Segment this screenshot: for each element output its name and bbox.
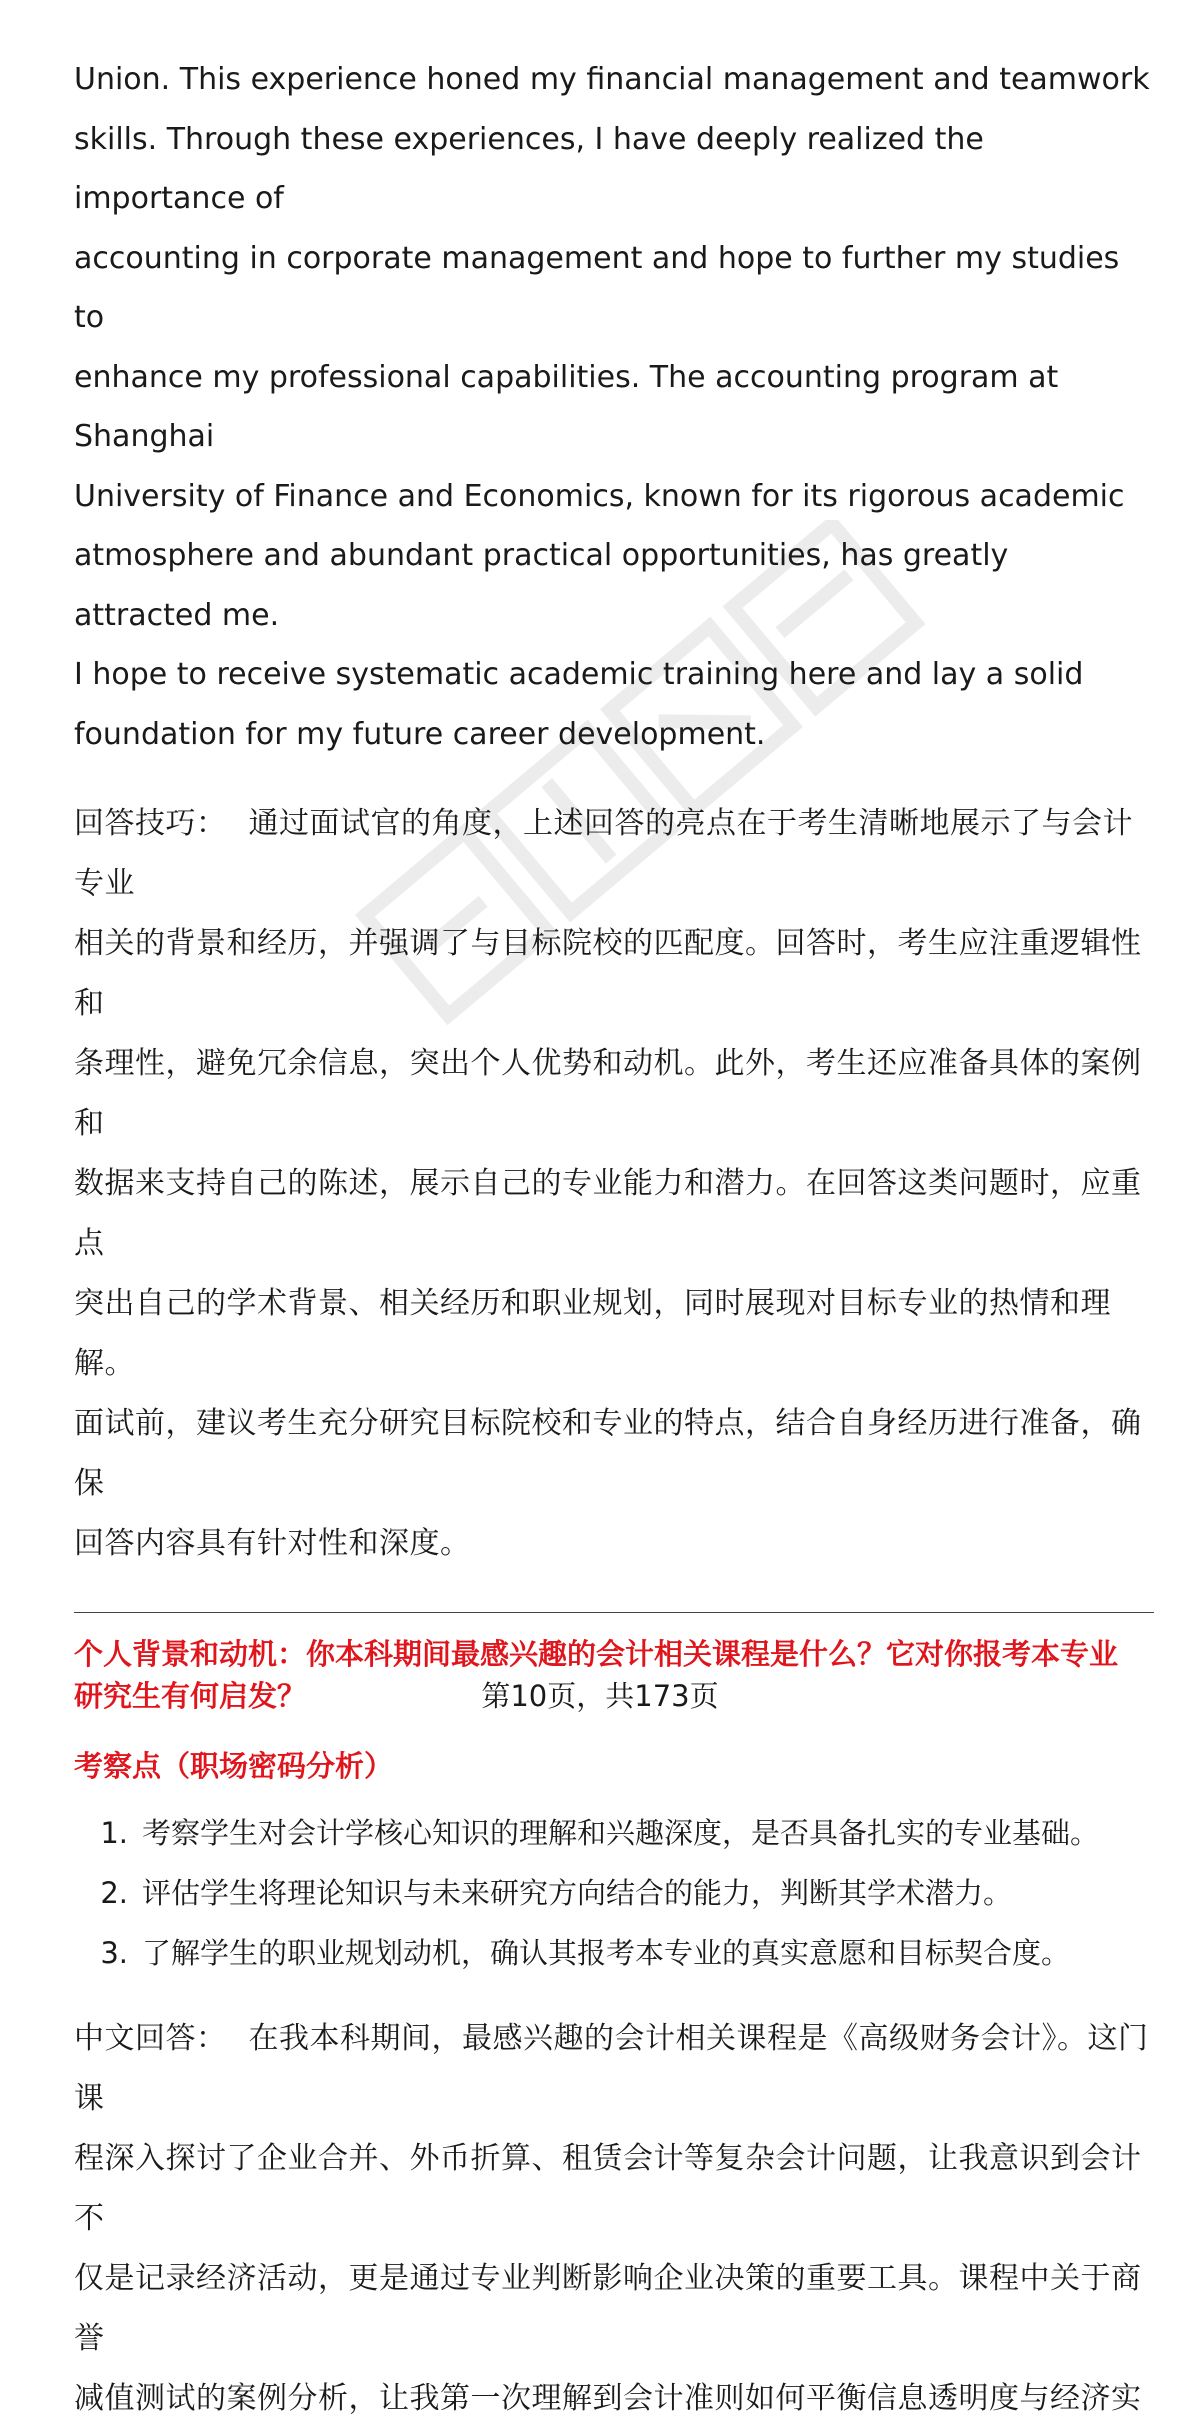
- english-answer: [74, 50, 1154, 764]
- chinese-answer-line: 减值测试的案例分析，让我第一次理解到会计准则如何平衡信息透明度与经济实: [74, 2381, 1142, 2416]
- section-divider: [74, 1612, 1154, 1613]
- answer-tips-line: 面试前，建议考生充分研究目标院校和专业的特点，结合自身经历进行准备，确保: [74, 1406, 1142, 1501]
- english-answer-line: enhance my professional capabilities. The accounting program at Shanghai: [74, 359, 1059, 454]
- question-line: 研究生有何启发？: [74, 1679, 307, 1713]
- english-answer-line: foundation for my future career development.: [74, 716, 766, 752]
- list-item: [74, 1803, 1154, 1863]
- answer-tips-text: 通过面试官的角度，上述回答的亮点在于考生清晰地展示了与会计专业: [74, 806, 1133, 901]
- answer-tips-label: 回答技巧：: [74, 806, 227, 841]
- answer-tips-line: 数据来支持自己的陈述，展示自己的专业能力和潜力。在回答这类问题时，应重点: [74, 1166, 1142, 1261]
- english-answer-line: University of Finance and Economics, known for its rigorous academic: [74, 478, 1125, 514]
- english-answer-line: skills. Through these experiences, I have deeply realized the importance of: [74, 121, 984, 216]
- answer-tips-line: 回答内容具有针对性和深度。: [74, 1526, 471, 1561]
- list-item-text: 考察学生对会计学核心知识的理解和兴趣深度，是否具备扎实的专业基础。: [142, 1816, 1100, 1850]
- list-item-number: 1.: [100, 1816, 128, 1850]
- question-line: 个人背景和动机：你本科期间最感兴趣的会计相关课程是什么？它对你报考本专业: [74, 1637, 1119, 1671]
- list-item-number: 2.: [100, 1876, 128, 1910]
- page-content: [74, 50, 1154, 2429]
- answer-tips: [74, 794, 1154, 1574]
- chinese-answer-line-first: [74, 2009, 1154, 2129]
- chinese-answer-label: 中文回答：: [74, 2021, 227, 2056]
- list-item-text: 了解学生的职业规划动机，确认其报考本专业的真实意愿和目标契合度。: [142, 1936, 1071, 1970]
- english-answer-line: atmosphere and abundant practical opportunities, has greatly attracted me.: [74, 538, 1009, 633]
- english-answer-line: accounting in corporate management and hope to further my studies to: [74, 240, 1120, 335]
- answer-tips-line: 相关的背景和经历，并强调了与目标院校的匹配度。回答时，考生应注重逻辑性和: [74, 926, 1142, 1021]
- chinese-answer-line: 程深入探讨了企业合并、外币折算、租赁会计等复杂会计问题，让我意识到会计不: [74, 2141, 1142, 2236]
- chinese-answer-text: 在我本科期间，最感兴趣的会计相关课程是《高级财务会计》。这门课: [74, 2021, 1149, 2116]
- list-item-number: 3.: [100, 1936, 128, 1970]
- list-item-text: 评估学生将理论知识与未来研究方向结合的能力，判断其学术潜力。: [142, 1876, 1013, 1910]
- chinese-answer-line: 仅是记录经济活动，更是通过专业判断影响企业决策的重要工具。课程中关于商誉: [74, 2261, 1142, 2356]
- english-answer-line: I hope to receive systematic academic training here and lay a solid: [74, 657, 1084, 692]
- page-indicator: 第10页，共173页: [481, 1679, 719, 1713]
- answer-tips-line-first: [74, 794, 1154, 914]
- english-answer-line: Union. This experience honed my financial management and teamwork: [74, 62, 1150, 97]
- page-footer: [0, 1676, 1200, 1716]
- list-item: [74, 1863, 1154, 1923]
- assessment-heading: 考察点（职场密码分析）: [74, 1749, 394, 1783]
- answer-tips-line: 突出自己的学术背景、相关经历和职业规划，同时展现对目标专业的热情和理解。: [74, 1286, 1111, 1381]
- assessment-points-list: [74, 1803, 1154, 1983]
- answer-tips-line: 条理性，避免冗余信息，突出个人优势和动机。此外，考生还应准备具体的案例和: [74, 1046, 1142, 1141]
- chinese-answer: [74, 2009, 1154, 2429]
- list-item: [74, 1923, 1154, 1983]
